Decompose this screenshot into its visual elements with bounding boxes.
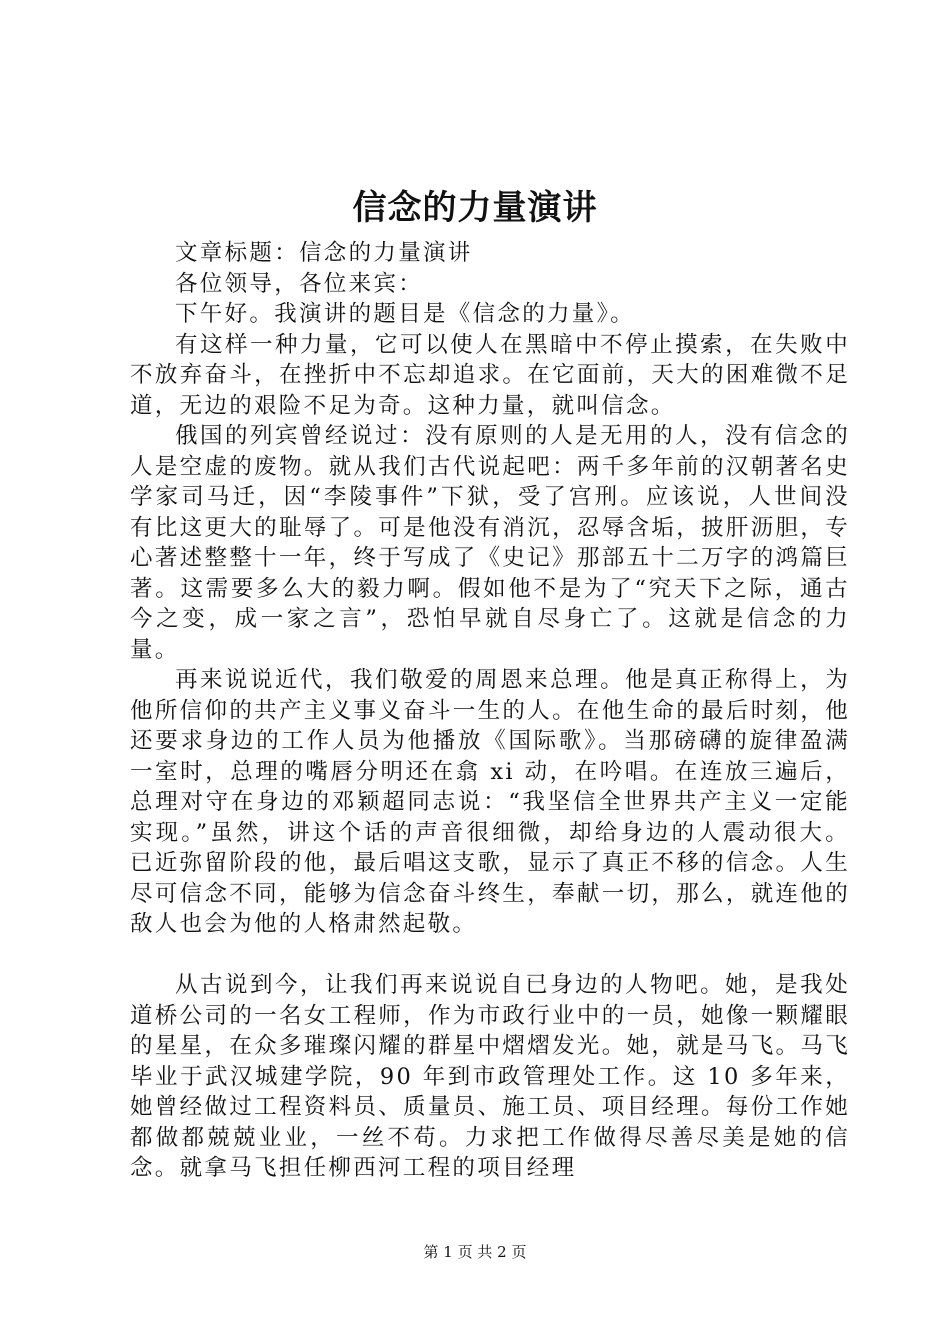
paragraph-ma-fei: 从古说到今，让我们再来说说自已身边的人物吧。她，是我处道桥公司的一名女工程师，作为市政行业中的一员，她像一颗耀眼的星星，在众多璀璨闪耀的群星中熠熠发光。她，就是马飞。马飞毕业于武汉城建学院，90 年到市政管理处工作。这 10 多年来，她曾经做过工程资料员、质量员、施工员、项目经理。每份工作她都做都兢兢业业，一丝不苟。力求把工作做得尽善尽美是她的信念。就拿马飞担任柳西河工程的项目经理 (130, 972, 850, 1181)
paragraph-salutation: 各位领导，各位来宾： (175, 270, 424, 297)
page-footer: 第 1 页 共 2 页 (423, 1243, 527, 1261)
document-body (130, 238, 850, 1184)
document-title: 信念的力量演讲 (352, 188, 598, 228)
paragraph-definition: 有这样一种力量，它可以使人在黑暗中不停止摸索，在失败中不放弃奋斗，在挫折中不忘却追求。在它面前，天大的困难微不足道，无边的艰险不足为奇。这种力量，就叫信念。 (130, 331, 850, 419)
paragraph-greeting: 下午好。我演讲的题目是《信念的力量》。 (175, 301, 635, 327)
paragraph-article-title: 文章标题：信念的力量演讲 (175, 240, 473, 266)
paragraph-zhou-enlai: 再来说说近代，我们敬爱的周恩来总理。他是真正称得上，为他所信仰的共产主义事义奋斗一生的人。在他生命的最后时刻，他还要求身边的工作人员为他播放《国际歌》。当那磅礴的旋律盈满一室时，总理的嘴唇分明还在翕 xi 动，在吟唱。在连放三遍后，总理对守在身边的邓颖超同志说：“我坚信全世界共产主义一定能实现。”虽然，讲这个话的声音很细微，却给身边的人震动很大。已近弥留阶段的他，最后唱这支歌，显示了真正不移的信念。人生尽可信念不同，能够为信念奋斗终生，奉献一切，那么，就连他的敌人也会为他的人格肃然起敬。 (130, 667, 850, 937)
paragraph-spacer (130, 940, 850, 971)
paragraph-sima-qian: 俄国的列宾曾经说过：没有原则的人是无用的人，没有信念的人是空虚的废物。就从我们古代说起吧：两千多年前的汉朝著名史学家司马迁，因“李陵事件”下狱，受了宫刑。应该说，人世间没有比这更大的耻辱了。可是他没有消沉，忍辱含垢，披肝沥胆，专心著述整整十一年，终于写成了《史记》那部五十二万字的鸿篇巨著。这需要多么大的毅力啊。假如他不是为了“究天下之际，通古今之变，成一家之言”，恐怕早就自尽身亡了。这就是信念的力量。 (130, 423, 850, 663)
